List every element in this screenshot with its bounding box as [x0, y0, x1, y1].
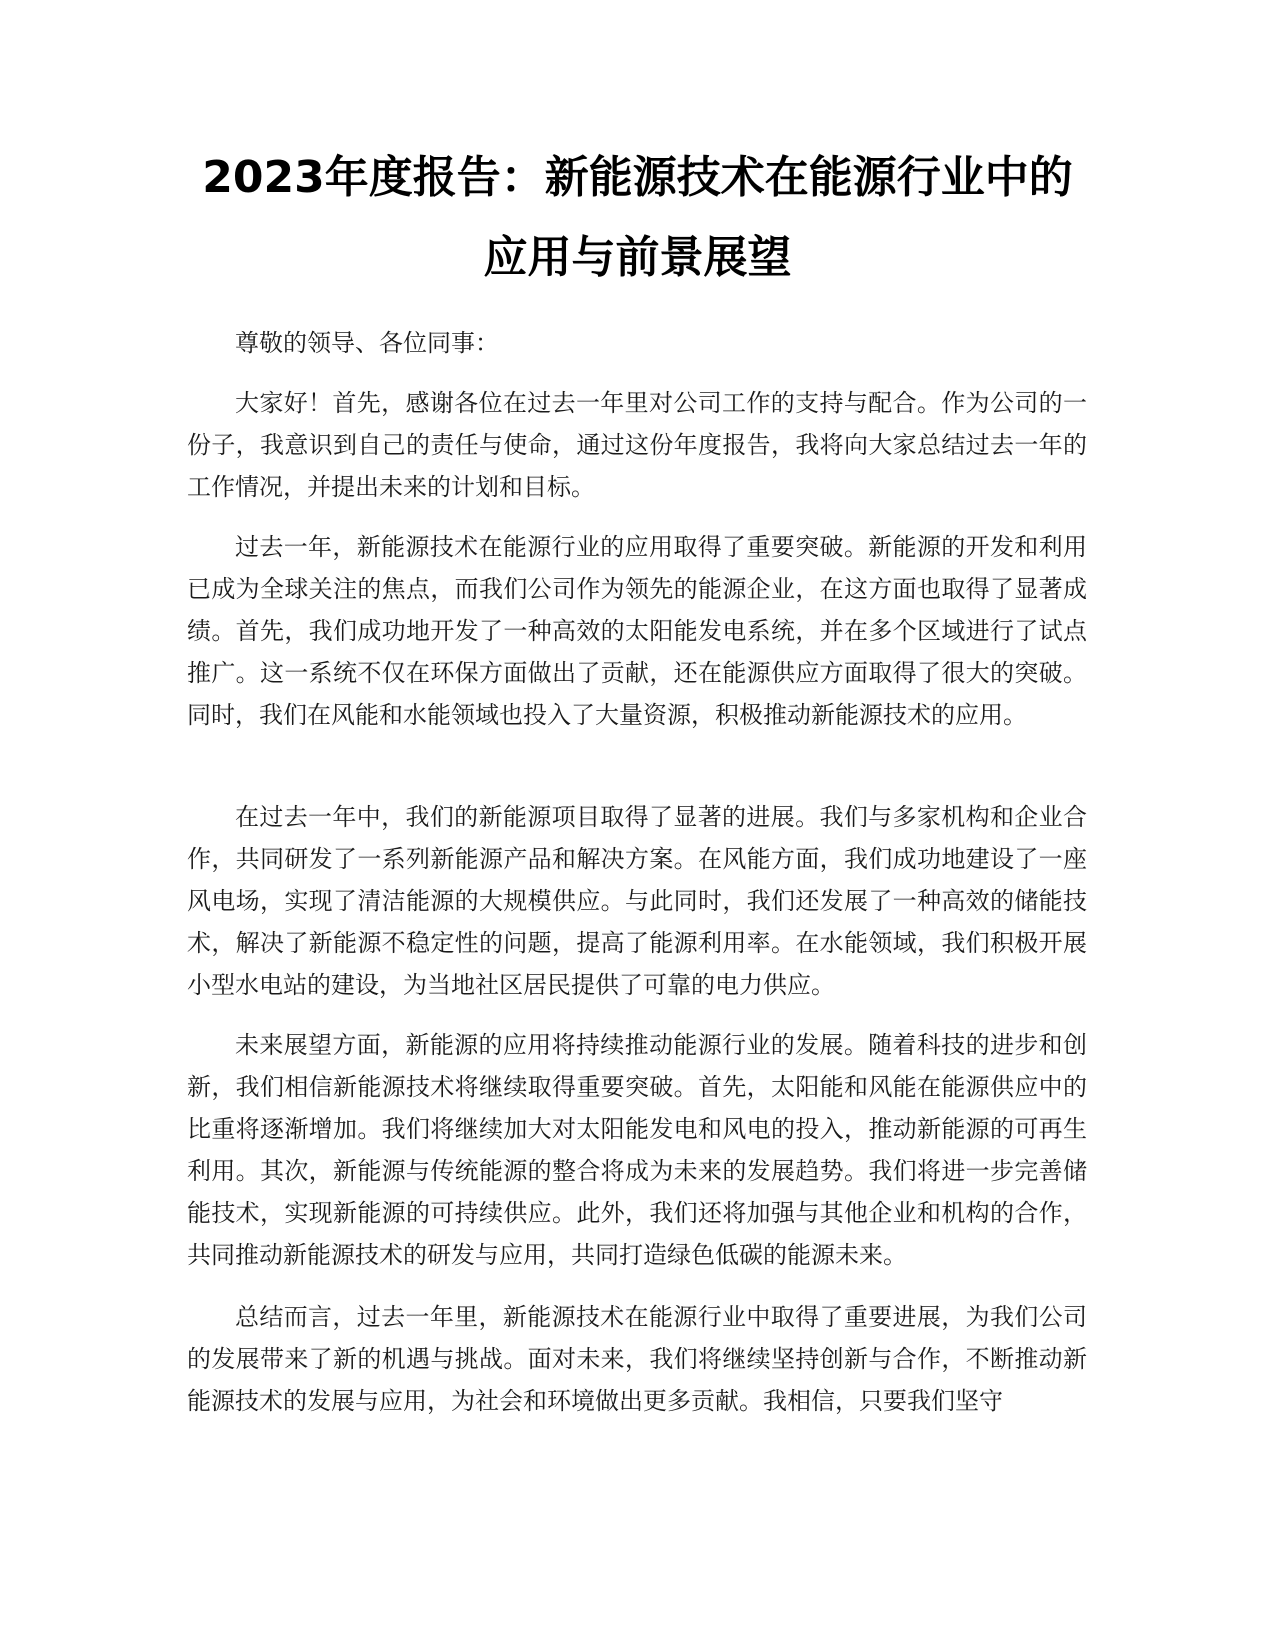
salutation: 尊敬的领导、各位同事： [235, 329, 499, 357]
title-line-2: 应用与前景展望 [483, 232, 792, 283]
paragraph-intro: 大家好！首先，感谢各位在过去一年里对公司工作的支持与配合。作为公司的一份子，我意识到自己的责任与使命，通过这份年度报告，我将向大家总结过去一年的工作情况，并提出未来的计划和目标。 [187, 389, 1087, 501]
document-title [150, 138, 1125, 298]
title-line-1: 2023年度报告：新能源技术在能源行业中的 [202, 152, 1073, 203]
paragraph-summary: 总结而言，过去一年里，新能源技术在能源行业中取得了重要进展，为我们公司的发展带来了新的机遇与挑战。面对未来，我们将继续坚持创新与合作，不断推动新能源技术的发展与应用，为社会和环境做出更多贡献。我相信，只要我们坚守 [187, 1303, 1087, 1415]
paragraph-past-year-breakthrough: 过去一年，新能源技术在能源行业的应用取得了重要突破。新能源的开发和利用已成为全球关注的焦点，而我们公司作为领先的能源企业，在这方面也取得了显著成绩。首先，我们成功地开发了一种高效的太阳能发电系统，并在多个区域进行了试点推广。这一系统不仅在环保方面做出了贡献，还在能源供应方面取得了很大的突破。同时，我们在风能和水能领域也投入了大量资源，积极推动新能源技术的应用。 [187, 533, 1087, 729]
paragraph-future-outlook: 未来展望方面，新能源的应用将持续推动能源行业的发展。随着科技的进步和创新，我们相信新能源技术将继续取得重要突破。首先，太阳能和风能在能源供应中的比重将逐渐增加。我们将继续加大对太阳能发电和风电的投入，推动新能源的可再生利用。其次，新能源与传统能源的整合将成为未来的发展趋势。我们将进一步完善储能技术，实现新能源的可持续供应。此外，我们还将加强与其他企业和机构的合作，共同推动新能源技术的研发与应用，共同打造绿色低碳的能源未来。 [187, 1031, 1087, 1269]
paragraph-project-progress: 在过去一年中，我们的新能源项目取得了显著的进展。我们与多家机构和企业合作，共同研发了一系列新能源产品和解决方案。在风能方面，我们成功地建设了一座风电场，实现了清洁能源的大规模供应。与此同时，我们还发展了一种高效的储能技术，解决了新能源不稳定性的问题，提高了能源利用率。在水能领域，我们积极开展小型水电站的建设，为当地社区居民提供了可靠的电力供应。 [187, 803, 1087, 999]
